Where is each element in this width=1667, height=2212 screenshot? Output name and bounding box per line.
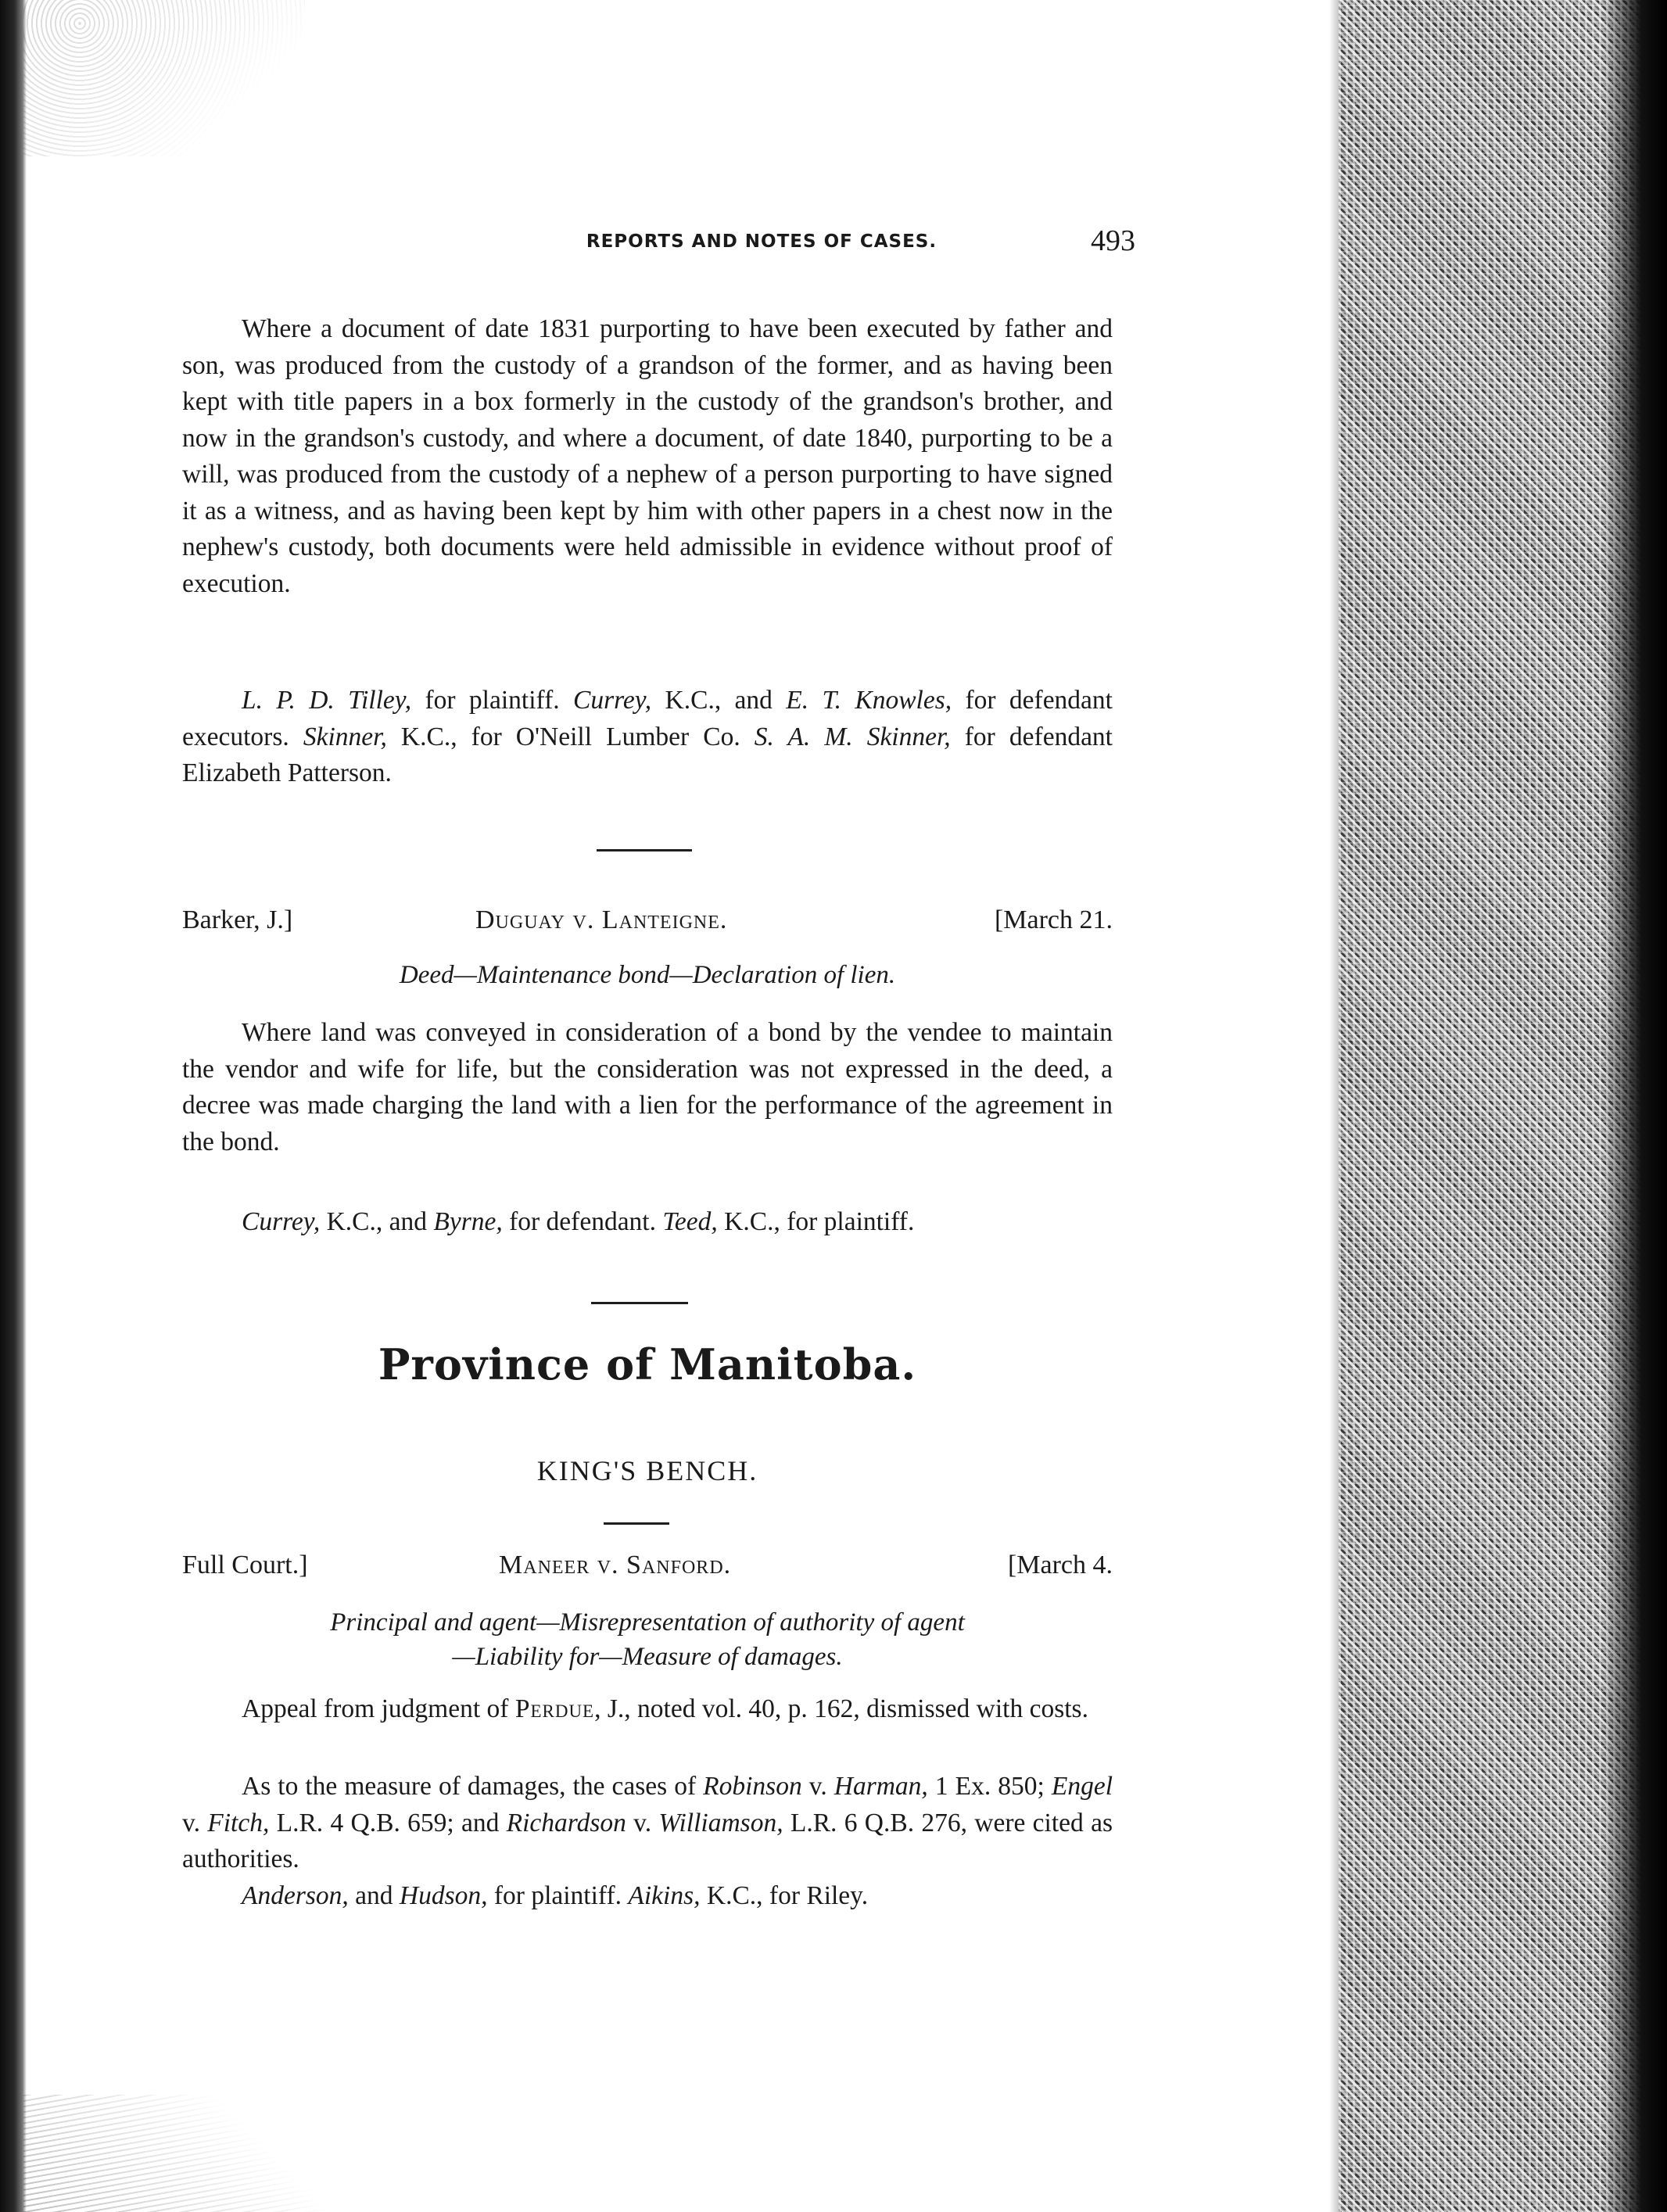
running-head: REPORTS AND NOTES OF CASES. [586, 231, 937, 252]
first-case-paragraph: Where a document of date 1831 purporting to have been executed by father and son, was produced from the custody of a grandson of the former, and as having been kept with title papers in a box formerly in the custody of the grandson's brother, and now in the grandson's custody, and where a document, of date 1840, purporting to be a will, was produced from the custody of a nephew of a person purporting to have signed it as a witness, and as having been kept by him with other papers in a chest now in the nephew's custody, both documents were held admissible in evidence without proof of execution. [182, 314, 1113, 598]
court-heading: KING'S BENCH. [536, 1455, 758, 1486]
case-date: [March 4. [1007, 1551, 1113, 1579]
maneer-damages: As to the measure of damages, the cases of Robinson v. Harman, 1 Ex. 850; Engel v. Fitch, L.R. 4 Q.B. 659; and Richardson v. Williamson, L.R. 6 Q.B. 276, were cited as authorities. [182, 1772, 1113, 1873]
maneer-counsel: Anderson, and Hudson, for plaintiff. Aikins, K.C., for Riley. [242, 1881, 869, 1910]
case-title: Duguay v. Lanteigne. [475, 905, 728, 934]
scan-left-edge [0, 0, 27, 2212]
case-subject-line-1: Principal and agent—Misrepresentation of authority of agent [330, 1608, 965, 1637]
case-date: [March 21. [994, 905, 1113, 934]
scan-smudge-top [23, 0, 305, 156]
scan-smudge-bottom [23, 2095, 352, 2212]
case-header-duguay [182, 905, 1113, 941]
case-title: Maneer v. Sanford. [499, 1551, 732, 1579]
case-judge: Full Court.] [182, 1551, 308, 1579]
page-number: 493 [1091, 224, 1135, 257]
case-header-maneer [182, 1551, 1113, 1586]
case-judge: Barker, J.] [182, 905, 293, 934]
duguay-counsel: Currey, K.C., and Byrne, for defendant. Teed, K.C., for plaintiff. [242, 1207, 915, 1236]
section-divider [604, 1522, 669, 1525]
section-divider [597, 849, 692, 851]
maneer-appeal: Appeal from judgment of Perdue, J., noted vol. 40, p. 162, dismissed with costs. [242, 1694, 1088, 1723]
case-subject: Deed—Maintenance bond—Declaration of lien. [399, 961, 896, 989]
case-subject-line-2: —Liability for—Measure of damages. [452, 1643, 843, 1671]
duguay-paragraph: Where land was conveyed in consideration of a bond by the vendee to maintain the vendor and wife for life, but the consideration was not expressed in the deed, a decree was made charging the land with a lien for the performance of the agreement in the bond. [182, 1018, 1113, 1156]
first-case-counsel: L. P. D. Tilley, for plaintiff. Currey, K.C., and E. T. Knowles, for defendant executors. Skinner, K.C., for O'Neill Lumber Co. S. A. M. Skinner, for defendant Elizabeth Patterson. [182, 686, 1113, 787]
province-heading: Province of Manitoba. [378, 1339, 917, 1389]
scan-right-outer-edge [1603, 0, 1667, 2212]
section-divider [591, 1302, 688, 1304]
